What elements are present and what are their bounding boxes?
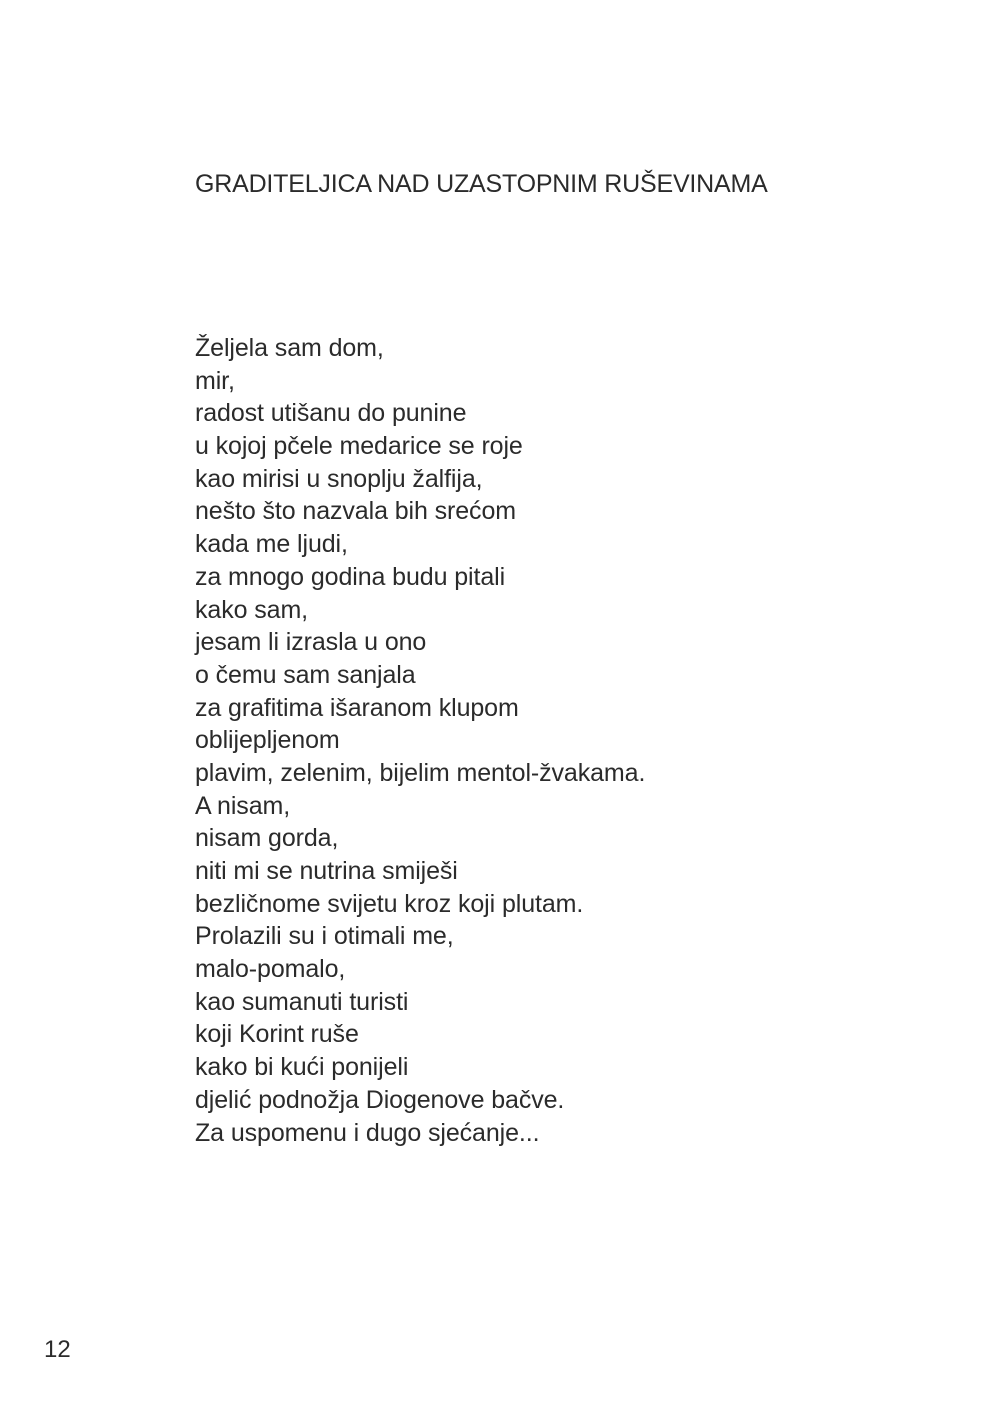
poem-line: jesam li izrasla u ono	[195, 628, 427, 657]
poem-line: kao mirisi u snoplju žalfija,	[195, 464, 483, 493]
poem-line: kada me ljudi,	[195, 530, 348, 559]
poem-line: koji Korint ruše	[195, 1020, 359, 1049]
poem-line: nešto što nazvala bih srećom	[195, 497, 516, 526]
poem-line: bezličnome svijetu kroz koji plutam.	[195, 889, 584, 918]
poem-line: za mnogo godina budu pitali	[195, 562, 506, 591]
poem-line: kako sam,	[195, 595, 309, 624]
poem-line: mir,	[195, 366, 235, 395]
page-number: 12	[44, 1336, 71, 1363]
poem-line: u kojoj pčele medarice se roje	[195, 432, 523, 461]
poem-line: Željela sam dom,	[195, 334, 384, 362]
poem-line: kao sumanuti turisti	[195, 987, 409, 1016]
poem-line: Prolazili su i otimali me,	[195, 922, 454, 951]
poem-line: o čemu sam sanjala	[195, 660, 416, 689]
poem-body	[195, 332, 645, 1149]
poem-line: oblijepljenom	[195, 726, 340, 755]
poem-line: plavim, zelenim, bijelim mentol-žvakama.	[195, 758, 646, 787]
poem-line: niti mi se nutrina smiješi	[195, 857, 458, 885]
poem-line: malo-pomalo,	[195, 955, 346, 984]
page-title: GRADITELJICA NAD UZASTOPNIM RUŠEVINAMA	[195, 170, 768, 198]
poem-line: nisam gorda,	[195, 824, 339, 853]
poem-line: radost utišanu do punine	[195, 399, 467, 428]
poem-line: A nisam,	[195, 791, 291, 820]
poem-line: Za uspomenu i dugo sjećanje...	[195, 1118, 540, 1147]
poem-line: za grafitima išaranom klupom	[195, 693, 519, 722]
poem-line: kako bi kući ponijeli	[195, 1053, 409, 1082]
poem-line: djelić podnožja Diogenove bačve.	[195, 1085, 565, 1114]
